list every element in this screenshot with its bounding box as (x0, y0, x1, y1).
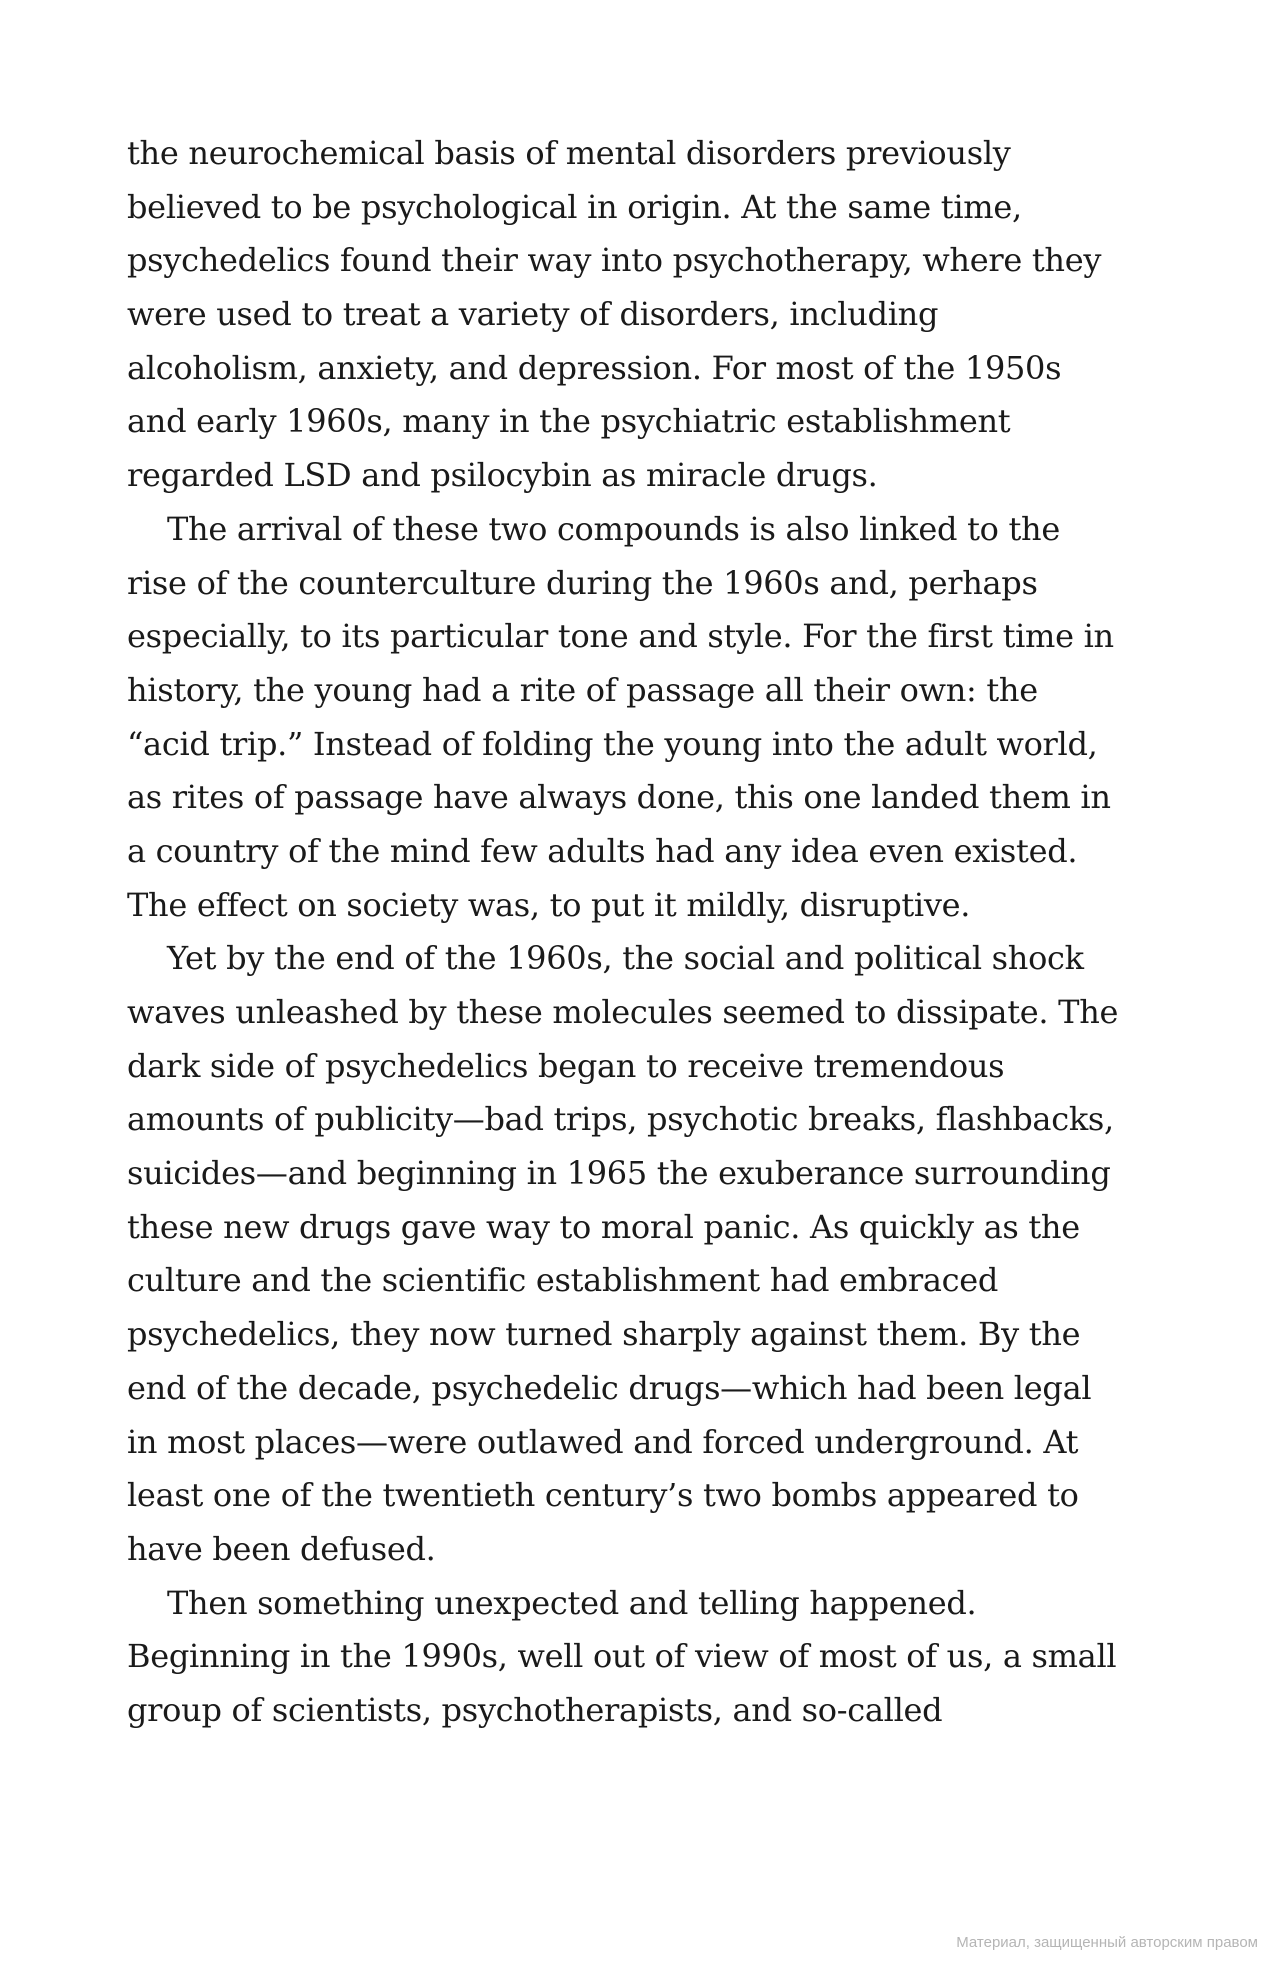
text-line: alcoholism, anxiety, and depression. For most of the 1950s (127, 348, 1062, 387)
text-line: psychedelics found their way into psychotherapy, where they (127, 241, 1102, 280)
text-line: especially, to its particular tone and style. For the first time in (127, 617, 1114, 656)
text-line: Beginning in the 1990s, well out of view of most of us, a small (127, 1637, 1117, 1676)
text-line: least one of the twentieth century’s two bombs appeared to (127, 1476, 1079, 1515)
text-line: suicides—and beginning in 1965 the exuberance surrounding (127, 1154, 1111, 1193)
copyright-watermark: Материал, защищенный авторским правом (956, 1934, 1258, 1951)
paragraph (127, 932, 1167, 1576)
text-line: regarded LSD and psilocybin as miracle drugs. (127, 456, 878, 495)
text-line: as rites of passage have always done, this one landed them in (127, 778, 1111, 817)
text-line: Then something unexpected and telling happened. (167, 1583, 977, 1622)
text-line: “acid trip.” Instead of folding the young into the adult world, (127, 724, 1098, 763)
text-line: Yet by the end of the 1960s, the social and political shock (167, 939, 1084, 978)
text-line: these new drugs gave way to moral panic. As quickly as the (127, 1207, 1080, 1246)
text-line: in most places—were outlawed and forced underground. At (127, 1422, 1079, 1461)
text-line: group of scientists, psychotherapists, and so-called (127, 1690, 943, 1729)
text-line: amounts of publicity—bad trips, psychotic breaks, flashbacks, (127, 1100, 1114, 1139)
text-line: The effect on society was, to put it mildly, disruptive. (127, 885, 971, 924)
text-line: believed to be psychological in origin. At the same time, (127, 187, 1022, 226)
text-line: psychedelics, they now turned sharply against them. By the (127, 1315, 1081, 1354)
text-line: and early 1960s, many in the psychiatric establishment (127, 402, 1011, 441)
text-line: rise of the counterculture during the 1960s and, perhaps (127, 563, 1038, 602)
text-line: were used to treat a variety of disorders, including (127, 295, 939, 334)
text-line: end of the decade, psychedelic drugs—which had been legal (127, 1368, 1092, 1407)
text-line: The arrival of these two compounds is also linked to the (167, 509, 1060, 548)
paragraph (127, 127, 1167, 503)
text-line: dark side of psychedelics began to receive tremendous (127, 1046, 1005, 1085)
paragraph (127, 503, 1167, 933)
text-line: the neurochemical basis of mental disorders previously (127, 134, 1011, 172)
text-line: have been defused. (127, 1529, 436, 1568)
text-line: history, the young had a rite of passage all their own: the (127, 670, 1038, 709)
text-line: a country of the mind few adults had any idea even existed. (127, 831, 1078, 870)
text-line: waves unleashed by these molecules seemed to dissipate. The (127, 993, 1119, 1031)
text-line: culture and the scientific establishment had embraced (127, 1261, 999, 1300)
body-text (127, 127, 1167, 1738)
paragraph (127, 1577, 1167, 1738)
